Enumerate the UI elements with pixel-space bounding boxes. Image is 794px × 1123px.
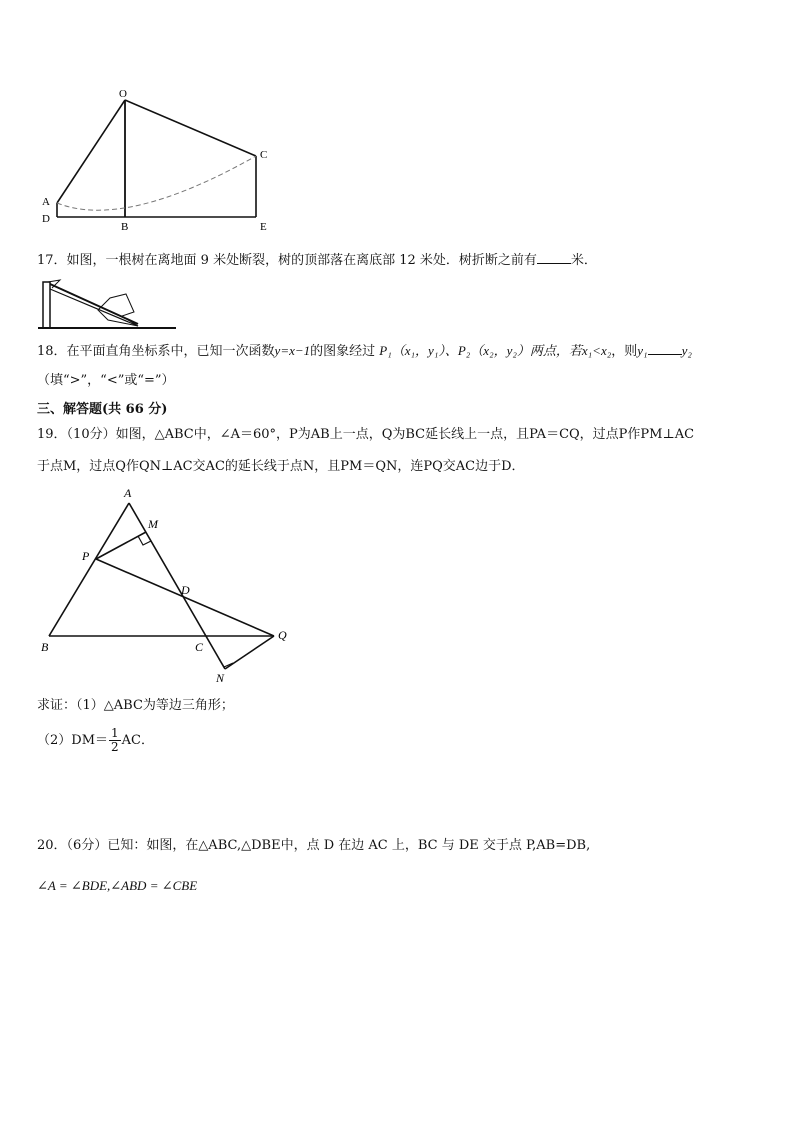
label-b: B (41, 640, 49, 654)
fraction-numerator: 1 (111, 726, 119, 740)
q19-part2 (37, 724, 154, 758)
q19-text-1: 19．（10分）如图，△ABC中，∠A＝60°，P为AB上一点，Q为BC延长线上一点，且PA＝CQ，过点P作PM⊥AC (37, 427, 695, 442)
q20-text-2: ∠A = ∠BDE,∠ABD = ∠CBE (37, 878, 198, 893)
fraction-denominator: 2 (111, 740, 119, 754)
q17-answer-blank[interactable] (537, 251, 571, 264)
question-19-line1 (37, 426, 694, 444)
q17-text: 17．如图，一根树在离地面 9 米处断裂，树的顶部落在离底部 12 米处．树折断之前有 (37, 253, 537, 268)
segment-an (129, 503, 225, 669)
fraction-one-half (109, 727, 121, 754)
question-18-line1 (37, 342, 692, 361)
label-q: Q (278, 628, 287, 642)
segment-ab (49, 503, 129, 636)
question-20-line2 (37, 877, 197, 895)
q18-y1: y₁ (637, 343, 648, 358)
label-b: B (121, 221, 129, 233)
segment-oa (57, 100, 125, 203)
question-19-line2 (37, 458, 525, 476)
q18-function: y=x−1 (274, 343, 311, 358)
swing-arc (57, 156, 256, 210)
question-20-line1 (37, 837, 590, 855)
label-c: C (195, 640, 204, 654)
q18-then: ，则 (611, 344, 638, 359)
q18-condition: x₁<x₂ (581, 343, 612, 358)
segment-qn (225, 636, 274, 669)
q18-mid: 的图象经过 (310, 344, 376, 359)
q19-part2-suffix: AC． (121, 733, 154, 748)
label-d: D (42, 213, 50, 225)
figure-q19 (30, 482, 310, 687)
label-c: C (260, 149, 268, 161)
section-title: 三、解答题(共 66 分) (37, 402, 168, 417)
q18-text: 18．在平面直角坐标系中，已知一次函数 (37, 344, 275, 359)
q19-text-2: 于点M，过点Q作QN⊥AC交AC的延长线于点N，且PM＝QN，连PQ交AC边于D． (37, 459, 525, 474)
q18-hint: （填“>”，“<”或“=”） (37, 373, 175, 388)
label-o: O (119, 88, 127, 100)
question-18-line2 (37, 372, 175, 390)
segment-oc (125, 100, 256, 156)
label-a: A (124, 486, 132, 500)
label-a: A (42, 196, 50, 208)
label-d: D (181, 583, 190, 597)
figure-q16 (30, 80, 290, 235)
question-17 (37, 251, 597, 270)
q19-proof-intro (37, 697, 234, 715)
figure-q17-tree (38, 276, 178, 332)
section-heading (37, 401, 167, 419)
q20-text-1: 20．（6分）已知：如图，在△ABC,△DBE中，点 D 在边 AC 上，BC 与 DE 交于点 P,AB=DB, (37, 838, 591, 853)
segment-pq (96, 559, 274, 636)
q18-points: P₁（x₁，y₁）、P₂（x₂，y₂）两点，若 (379, 343, 582, 358)
q18-answer-blank[interactable] (648, 342, 682, 355)
label-e: E (260, 221, 267, 233)
label-p: P (82, 549, 90, 563)
label-n: N (216, 671, 225, 685)
q19-proof-text: 求证：（1）△ABC为等边三角形； (37, 698, 234, 713)
q18-y2: y₂ (681, 343, 692, 358)
q17-suffix: 米． (570, 253, 597, 268)
q19-part2-prefix: （2）DM＝ (37, 733, 109, 748)
label-m: M (148, 517, 158, 531)
